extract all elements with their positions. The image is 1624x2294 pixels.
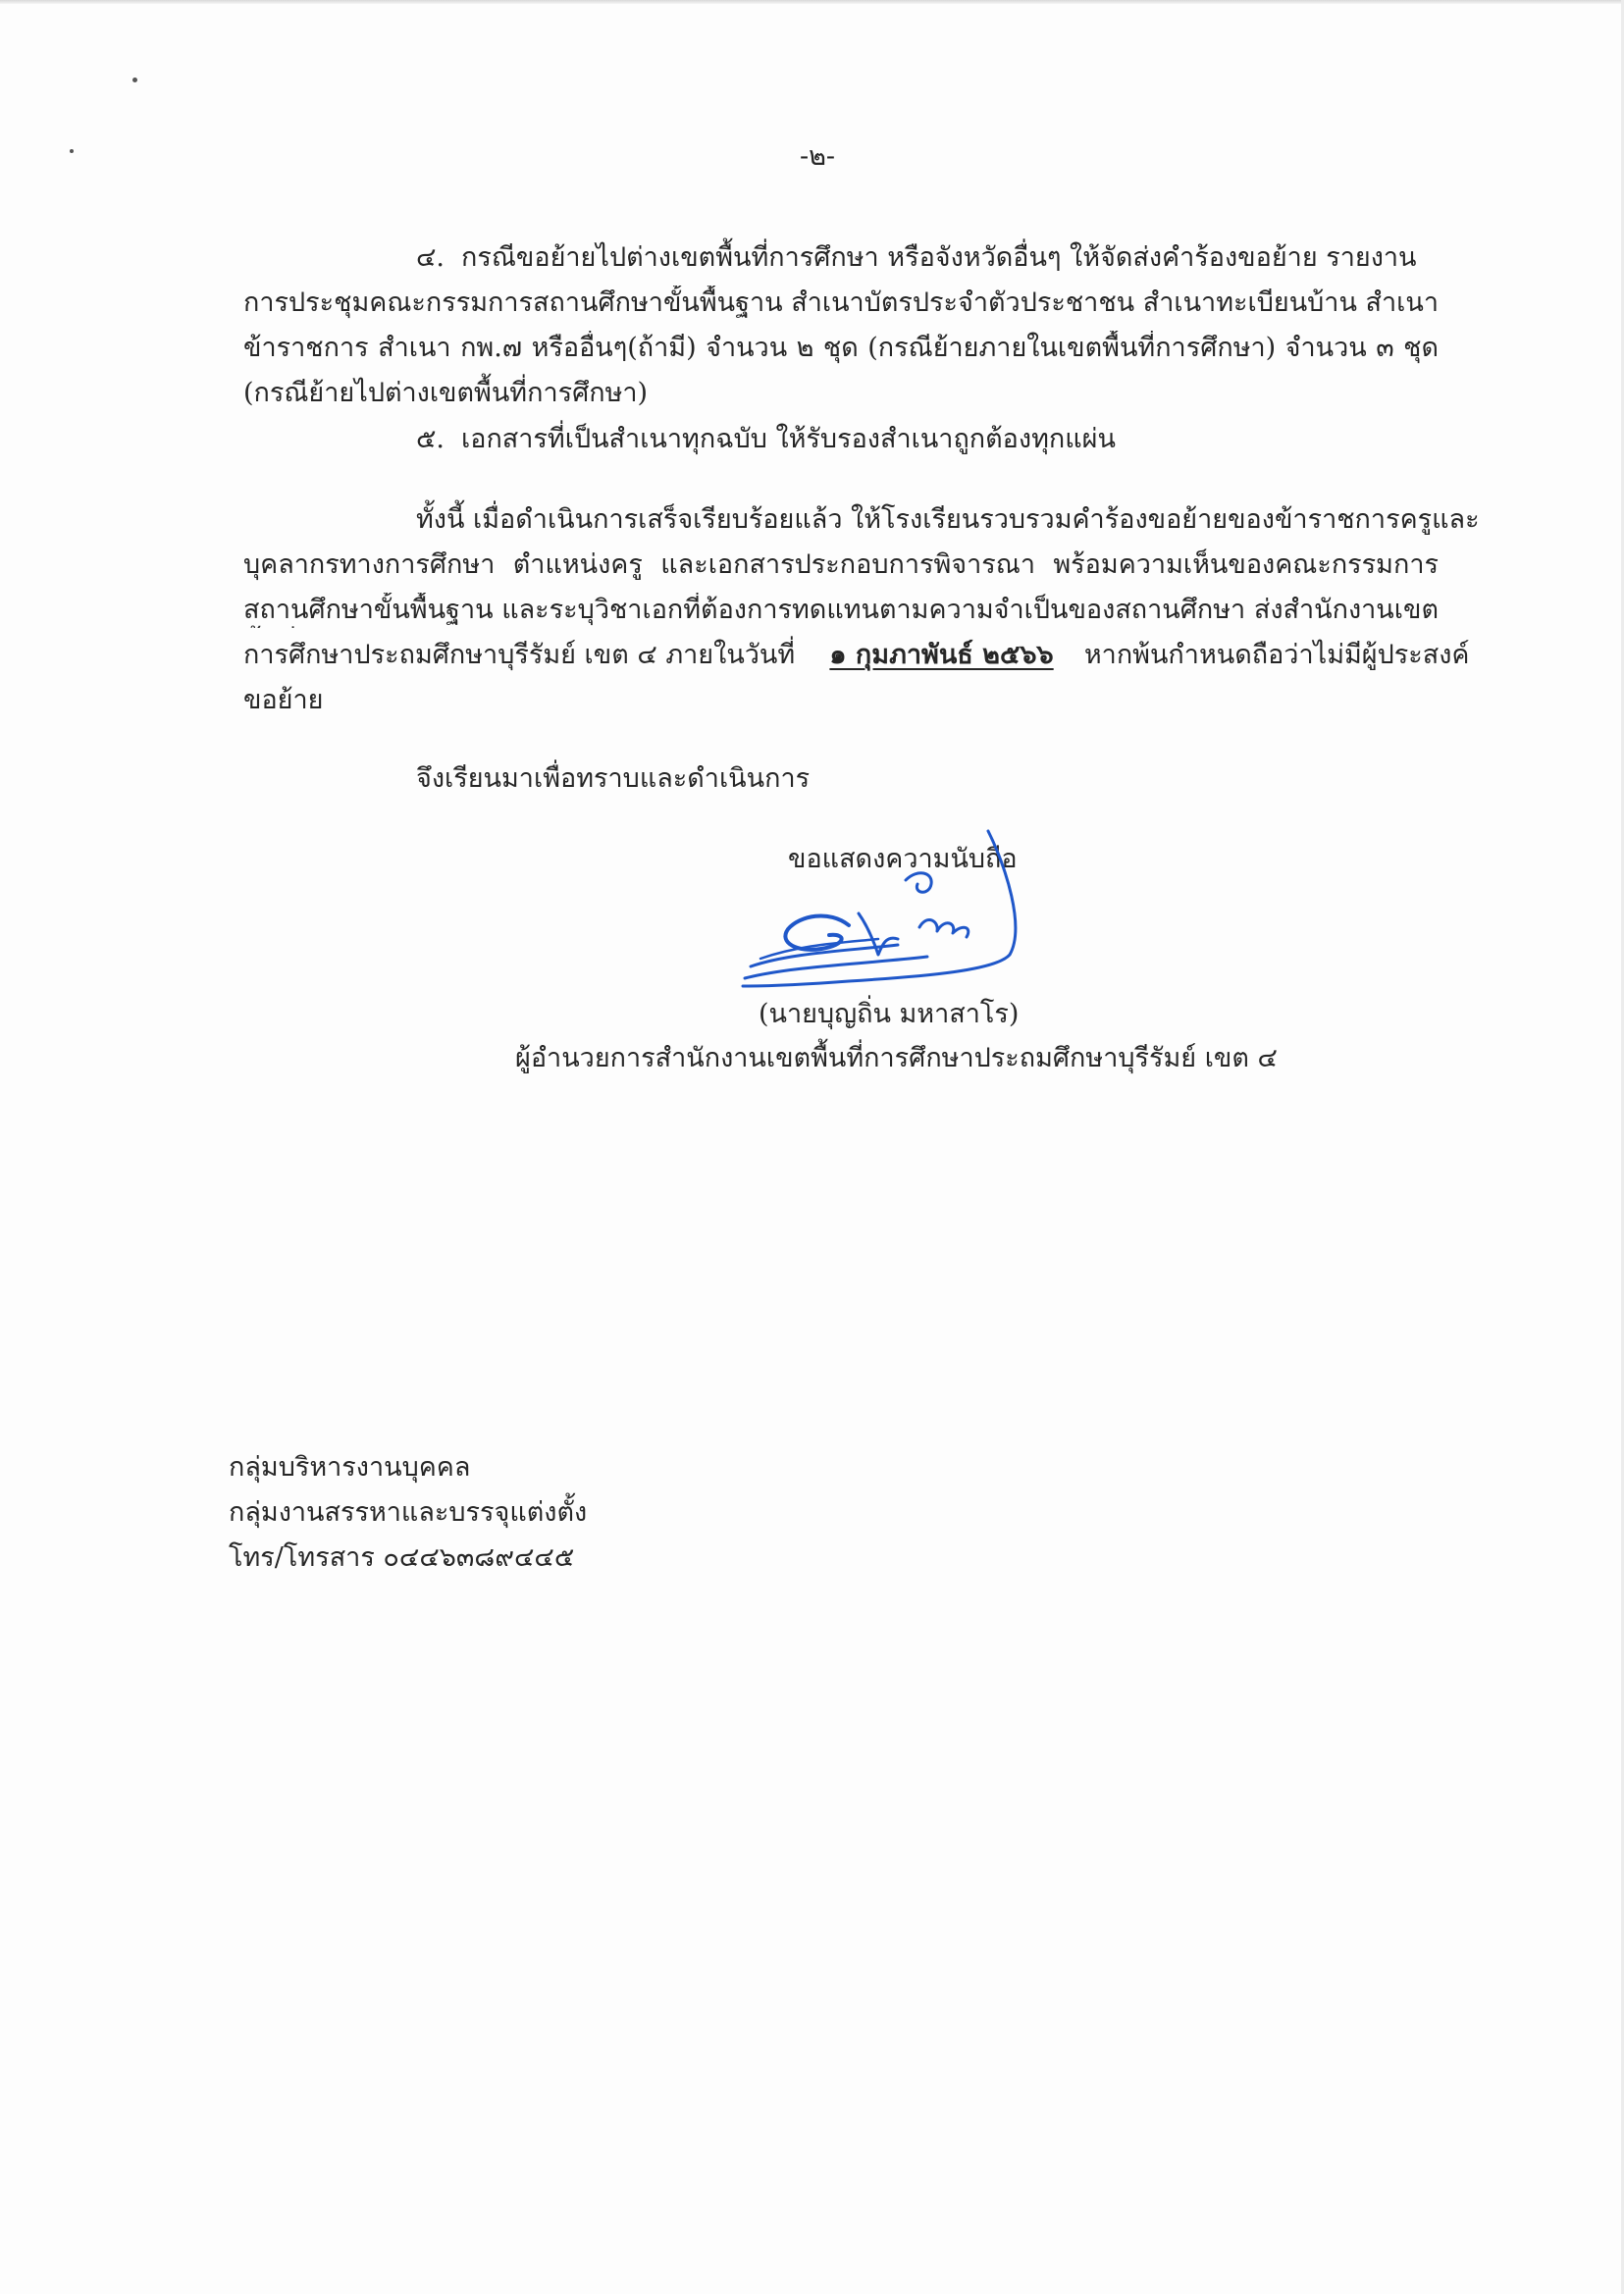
closing-line: จึงเรียนมาเพื่อทราบและดำเนินการ <box>416 763 811 794</box>
paragraph-text: การศึกษาประถมศึกษาบุรีรัมย์ เขต ๔ ภายในวันที่ <box>243 640 796 670</box>
deadline-date: ๑ กุมภาพันธ์ ๒๕๖๖ <box>829 640 1054 670</box>
department-line: กลุ่มบริหารงานบุคคล <box>229 1452 471 1483</box>
signature-image <box>731 819 1035 1006</box>
scan-speck <box>132 78 137 82</box>
item-text-line: ข้าราชการ สำเนา กพ.๗ หรืออื่นๆ(ถ้ามี) จำนวน ๒ ชุด (กรณีย้ายภายในเขตพื้นที่การศึกษา) จำนวน ๓ ชุด <box>243 333 1439 363</box>
item-text-line: (กรณีย้ายไปต่างเขตพื้นที่การศึกษา) <box>243 378 649 408</box>
paragraph-line: สถานศึกษาขั้นพื้นฐาน และระบุวิชาเอกที่ต้องการทดแทนตามความจำเป็นของสถานศึกษา ส่งสำนักงานเขต <box>243 595 1439 625</box>
item-number: ๔. <box>416 242 445 273</box>
unit-line: กลุ่มงานสรรหาและบรรจุแต่งตั้ง <box>229 1497 588 1528</box>
paragraph-line: ขอย้าย <box>243 685 324 715</box>
paragraph-line: บุคลากรทางการศึกษา ตำแหน่งครู และเอกสารประกอบการพิจารณา พร้อมความเห็นของคณะกรรมการ <box>243 549 1439 580</box>
signer-name: (นายบุญถิ่น มหาสาโร) <box>759 999 1020 1029</box>
scan-edge <box>0 0 1624 4</box>
signer-position: ผู้อำนวยการสำนักงานเขตพื้นที่การศึกษาประถมศึกษาบุรีรัมย์ เขต ๔ <box>515 1043 1278 1073</box>
item-number: ๕. <box>416 424 445 454</box>
page-number: -๒- <box>799 141 836 172</box>
scan-speck <box>70 149 74 153</box>
item-text-line: เอกสารที่เป็นสำเนาทุกฉบับ ให้รับรองสำเนาถูกต้องทุกแผ่น <box>461 424 1116 454</box>
paragraph-line: ทั้งนี้ เมื่อดำเนินการเสร็จเรียบร้อยแล้ว ให้โรงเรียนรวบรวมคำร้องขอย้ายของข้าราชการครูและ <box>416 504 1480 535</box>
regards-line: ขอแสดงความนับถือ <box>788 844 1018 874</box>
phone-line: โทร/โทรสาร ๐๔๔๖๓๘๙๔๔๕ <box>229 1542 575 1573</box>
paragraph-line-with-deadline <box>243 638 1470 673</box>
item-text-line: กรณีขอย้ายไปต่างเขตพื้นที่การศึกษา หรือจังหวัดอื่นๆ ให้จัดส่งคำร้องขอย้าย รายงาน <box>461 242 1417 273</box>
paragraph-text: หากพ้นกำหนดถือว่าไม่มีผู้ประสงค์ <box>1083 640 1470 670</box>
item-text-line: การประชุมคณะกรรมการสถานศึกษาขั้นพื้นฐาน สำเนาบัตรประจำตัวประชาชน สำเนาทะเบียนบ้าน สำเนา <box>243 287 1439 318</box>
